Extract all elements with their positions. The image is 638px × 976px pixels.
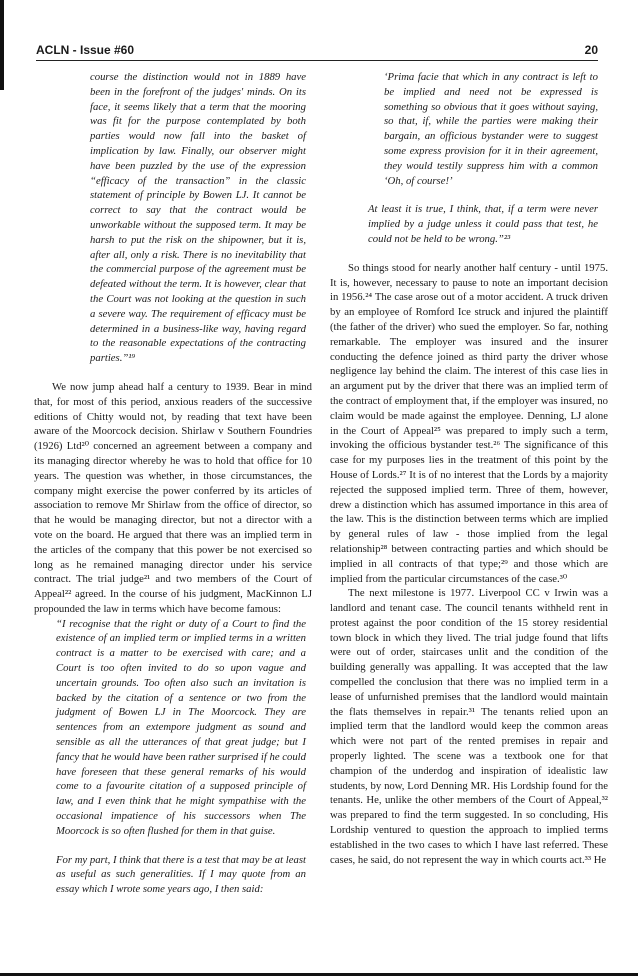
journal-title: ACLN - Issue #60	[36, 43, 135, 57]
quoted-paragraph: At least it is true, I think, that, if a term were never implied by a judge unless it could pass that test, he could not be held to be wrong.”²³	[368, 203, 598, 245]
quoted-paragraph: For my part, I think that there is a test that may be at least as useful as such generalities. If I may quote from an essay which I wrote some years ago, I then said:	[56, 853, 306, 896]
quoted-paragraph: “I recognise that the right or duty of a Court to find the existence of an implied term or implied terms in a written contract is a matter to be exercised with care; and a Court is too often invited to do so upon vague and uncertain grounds. Too often also such an invitation is backed by the citation of a sentence or two from the judgment of Bowen LJ in The Moorcock. They are sentences from an extempore judgment as sound and sensible as all the utterances of that great judge; but I fancy that he would have been rather surprised if he could have foreseen that these general remarks of his would come to a favourite citation of a supposed principle of law, and I even think that he might sympathise with the occasional impatience of his successors when The Moorcock is so often flushed for them in that guise.	[56, 617, 306, 837]
page-number: 20	[584, 43, 598, 57]
body-paragraph: So things stood for nearly another half century - until 1975. It is, however, necessary to pause to note an important decision in 1956.²⁴ The case arose out of a motor accident. A truck driven by an employee of Romford Ice struck and injured the plaintiff (the father of the driver) who sued the employer. So far, nothing remarkable. The employer was insured and the insurer conducting the defence joined as third party the driver whose negligence lay behind the claim. The interest of this case lies in an argument put by the driver that there was an implied term of the contract of employment that, if the employer was insured, no claim would be made against the employee. Denning, LJ alone in the Court of Appeal²⁵ was prepared to imply such a term, invoking the officious bystander test.²⁶ The significance of this case for my purposes lies in the treatment of this point by the House of Lords.²⁷ It is of no interest that the Lords by a majority rejected the supposed implied term. Three of them, however, drew a distinction which has assumed importance in this area of the law. This is the distinction between terms which are implied by general rules of law - those implied from the legal relationship²⁸ between contracting parties and which should be implied in all contracts of that type;²⁹ and those which are implied from the particular circumstances of the case.³⁰	[330, 261, 608, 585]
left-column	[34, 70, 312, 897]
quoted-paragraph: ‘Prima facie that which in any contract is left to be implied and need not be expressed is something so obvious that it goes without saying, so that, if, while the parties were making their bargain, an officious bystander were to suggest some express provision for it in their agreement, they would testily suppress him with a common ‘Oh, of course!’	[384, 71, 598, 187]
body-paragraph: The next milestone is 1977. Liverpool CC v Irwin was a landlord and tenant case. The council tenants withheld rent in protest against the poor condition of the 15 storey residential town block in which they lived. The trial judge found that lifts were out of order, staircases unlit and the condition of the building generally was appalling. It was accepted that the law compelled the conclusion that there was no implied term in a lease of unfurnished premises that the landlord would maintain the flats themselves in repair.³¹ The tenants relied upon an implied term that the landlord would keep the common areas which were not part of the rented premises in repair and properly lighted. The scene was a textbook one for that champion of the underdog and inspiration of idealistic law students, by now, Lord Denning MR. His Lordship found for the tenants. He, unlike the other members of the Court of Appeal,³² was prepared to find the term suggested. In so concluding, His Lordship ventured to question the approach to implied terms established in the two cases to which I have last referred. These cases, he said, do not represent the way in which courts act.³³ He	[330, 587, 608, 866]
right-column	[330, 70, 608, 867]
quoted-paragraph: course the distinction would not in 1889 have been in the forefront of the judges' minds. On its face, it seems likely that a term that the mooring was fit for the purpose contemplated by both parties would now fall into the basket of implication by law. Finally, our observer might have been puzzled by the use of the expression “efficacy of the transaction” in the classic statement of principle by Bowen LJ. It cannot be correct to say that the contract would be unworkable without the supposed term. It may be harsh to put the risk on the shipowner, but it is, after all, only a risk. There is no inevitability that the commercial purpose of the agreement must be defeated without the term. It is however, clear that the Court was not looking at the question in such a severe way. The requirement of efficacy must be determined in a business-like way, having regard to the reasonable expectations of the contracting parties.”¹⁹	[90, 71, 306, 365]
left-edge-bar	[0, 0, 4, 90]
page-header	[36, 40, 598, 61]
body-paragraph: We now jump ahead half a century to 1939. Bear in mind that, for most of this period, anxious readers of the successive editions of Chitty would not, by reading that text have been aware of the Moorcock decision. Shirlaw v Southern Foundries (1926) Ltd²⁰ concerned an agreement between a company and its managing director whereby he was to hold that office for 10 years. The question was whether, in those circumstances, the company might exercise the power conferred by its articles of association to remove Mr Shirlaw from the office of director, so that he would be managing director, but not a director with a vote on the board. He argued that there was an implied term in the articles of the company that this power be not exercised so long as he remained managing director under his service contract. The trial judge²¹ and two members of the Court of Appeal²² agreed. In the course of his judgment, MacKinnon LJ propounded the law in terms which have become famous:	[34, 380, 312, 615]
